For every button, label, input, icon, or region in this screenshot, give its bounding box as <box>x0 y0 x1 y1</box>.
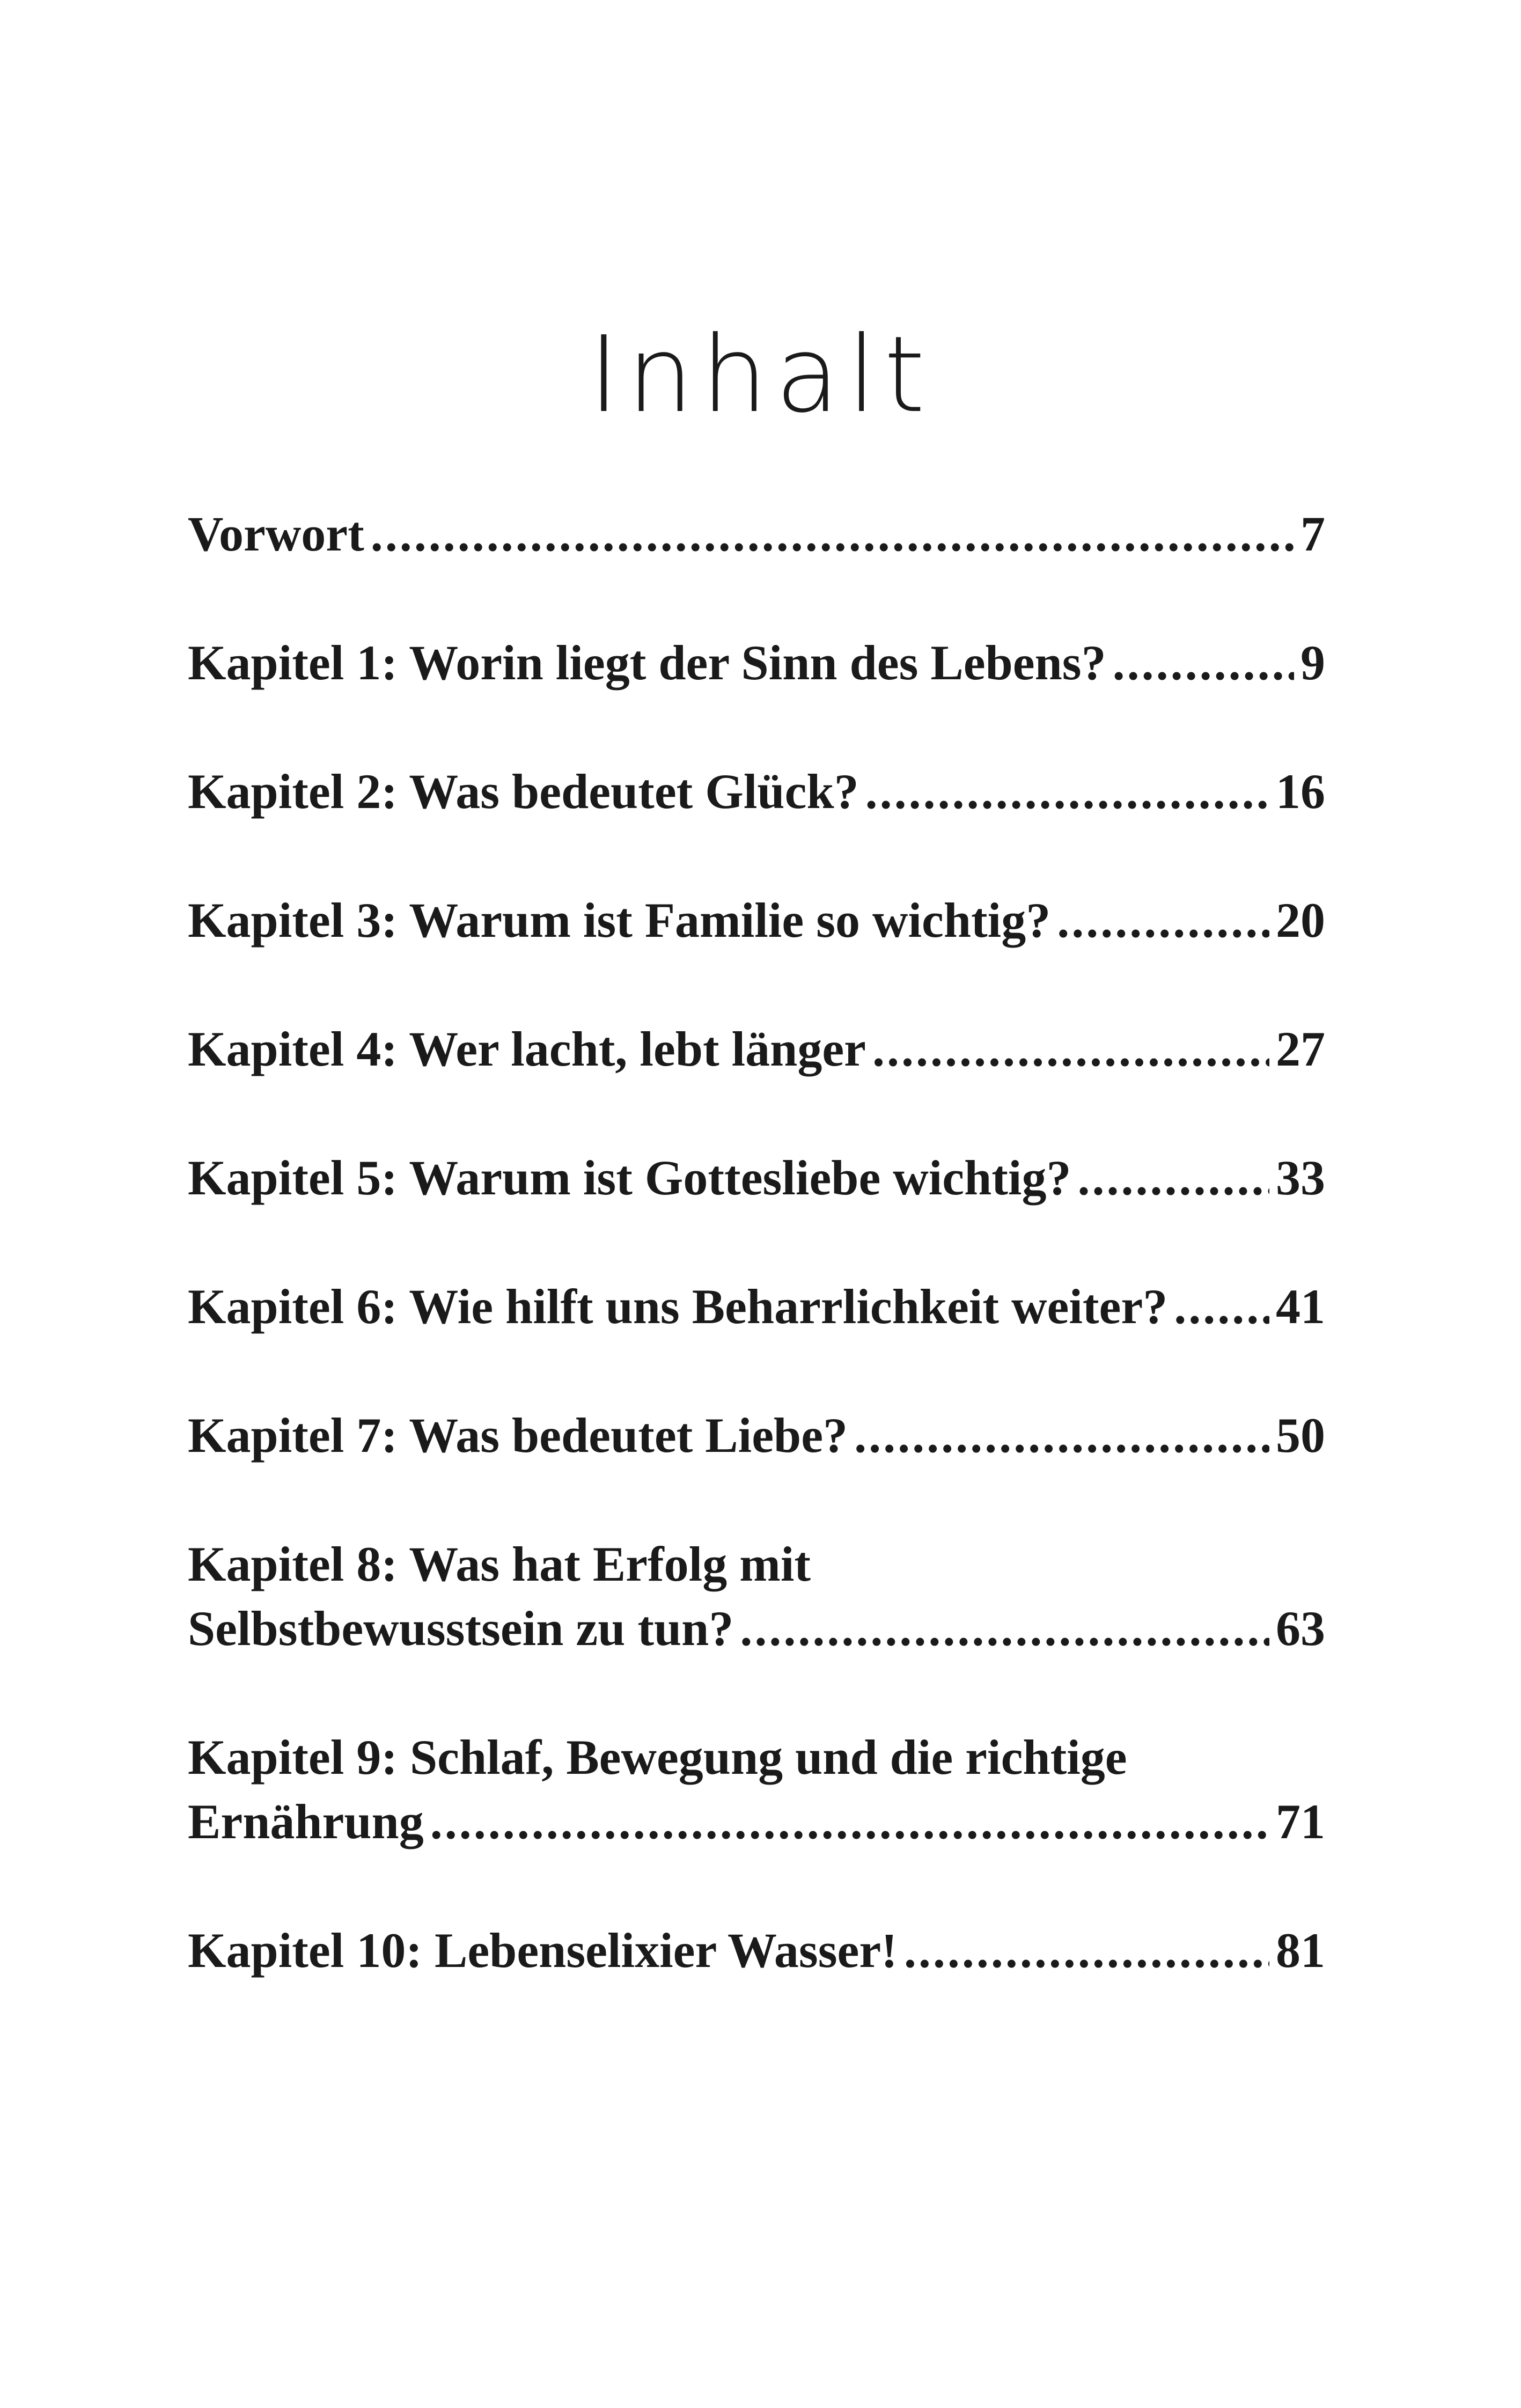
toc-entry-label: Kapitel 4: Wer lacht, lebt länger <box>188 1022 866 1076</box>
toc-entry-kapitel-9[interactable] <box>188 1725 1325 1854</box>
toc-entry-kapitel-7[interactable] <box>188 1403 1325 1467</box>
dot-leader <box>371 502 1294 566</box>
dot-leader <box>1174 1274 1269 1339</box>
toc-entry-page: 27 <box>1276 1022 1325 1076</box>
dot-leader <box>430 1789 1269 1854</box>
toc-entry-label-line-1: Kapitel 8: Was hat Erfolg mit <box>188 1537 811 1591</box>
dot-leader <box>1057 888 1269 952</box>
toc-entry-page: 71 <box>1276 1794 1325 1849</box>
toc-entry-label: Kapitel 7: Was bedeutet Liebe? <box>188 1408 848 1463</box>
dot-leader <box>865 759 1269 824</box>
dot-leader <box>854 1403 1269 1467</box>
toc-entry-label-line-2: Ernährung <box>188 1794 424 1849</box>
page-title: Inhalt <box>588 314 933 437</box>
toc-entry-vorwort[interactable] <box>188 502 1325 566</box>
toc-entry-page: 63 <box>1276 1601 1325 1656</box>
toc-entry-page: 50 <box>1276 1408 1325 1463</box>
toc-entry-label: Kapitel 5: Warum ist Gottesliebe wichtig? <box>188 1150 1071 1205</box>
dot-leader <box>1113 630 1294 695</box>
toc-entry-label: Vorwort <box>188 506 364 561</box>
toc-entry-page: 7 <box>1300 506 1325 561</box>
toc-entry-page: 20 <box>1276 893 1325 948</box>
toc-entry-page: 9 <box>1300 635 1325 690</box>
toc-entry-page: 81 <box>1276 1923 1325 1978</box>
toc-entry-label: Kapitel 3: Warum ist Familie so wichtig? <box>188 893 1051 948</box>
dot-leader <box>872 1017 1269 1081</box>
dot-leader <box>1077 1146 1269 1210</box>
toc-entry-label: Kapitel 6: Wie hilft uns Beharrlichkeit weiter? <box>188 1279 1168 1334</box>
toc-entry-page: 16 <box>1276 764 1325 819</box>
toc-entry-label-line-2: Selbstbewusstsein zu tun? <box>188 1601 734 1656</box>
dot-leader <box>740 1596 1269 1661</box>
dot-leader <box>904 1918 1269 1983</box>
toc-entry-kapitel-3[interactable] <box>188 888 1325 952</box>
toc-entry-kapitel-6[interactable] <box>188 1274 1325 1339</box>
toc-entry-label: Kapitel 10: Lebenselixier Wasser! <box>188 1923 898 1978</box>
toc-entry-kapitel-8[interactable] <box>188 1532 1325 1661</box>
toc-entry-kapitel-5[interactable] <box>188 1146 1325 1210</box>
toc-entry-label: Kapitel 1: Worin liegt der Sinn des Lebens? <box>188 635 1106 690</box>
toc-entry-label: Kapitel 2: Was bedeutet Glück? <box>188 764 859 819</box>
toc-entry-label-line-1: Kapitel 9: Schlaf, Bewegung und die richtige <box>188 1730 1127 1785</box>
toc-entry-page: 33 <box>1276 1150 1325 1205</box>
toc-entry-kapitel-10[interactable] <box>188 1918 1325 1983</box>
toc-entry-kapitel-2[interactable] <box>188 759 1325 824</box>
toc-entry-kapitel-1[interactable] <box>188 630 1325 695</box>
toc-entry-kapitel-4[interactable] <box>188 1017 1325 1081</box>
toc-entry-page: 41 <box>1276 1279 1325 1334</box>
